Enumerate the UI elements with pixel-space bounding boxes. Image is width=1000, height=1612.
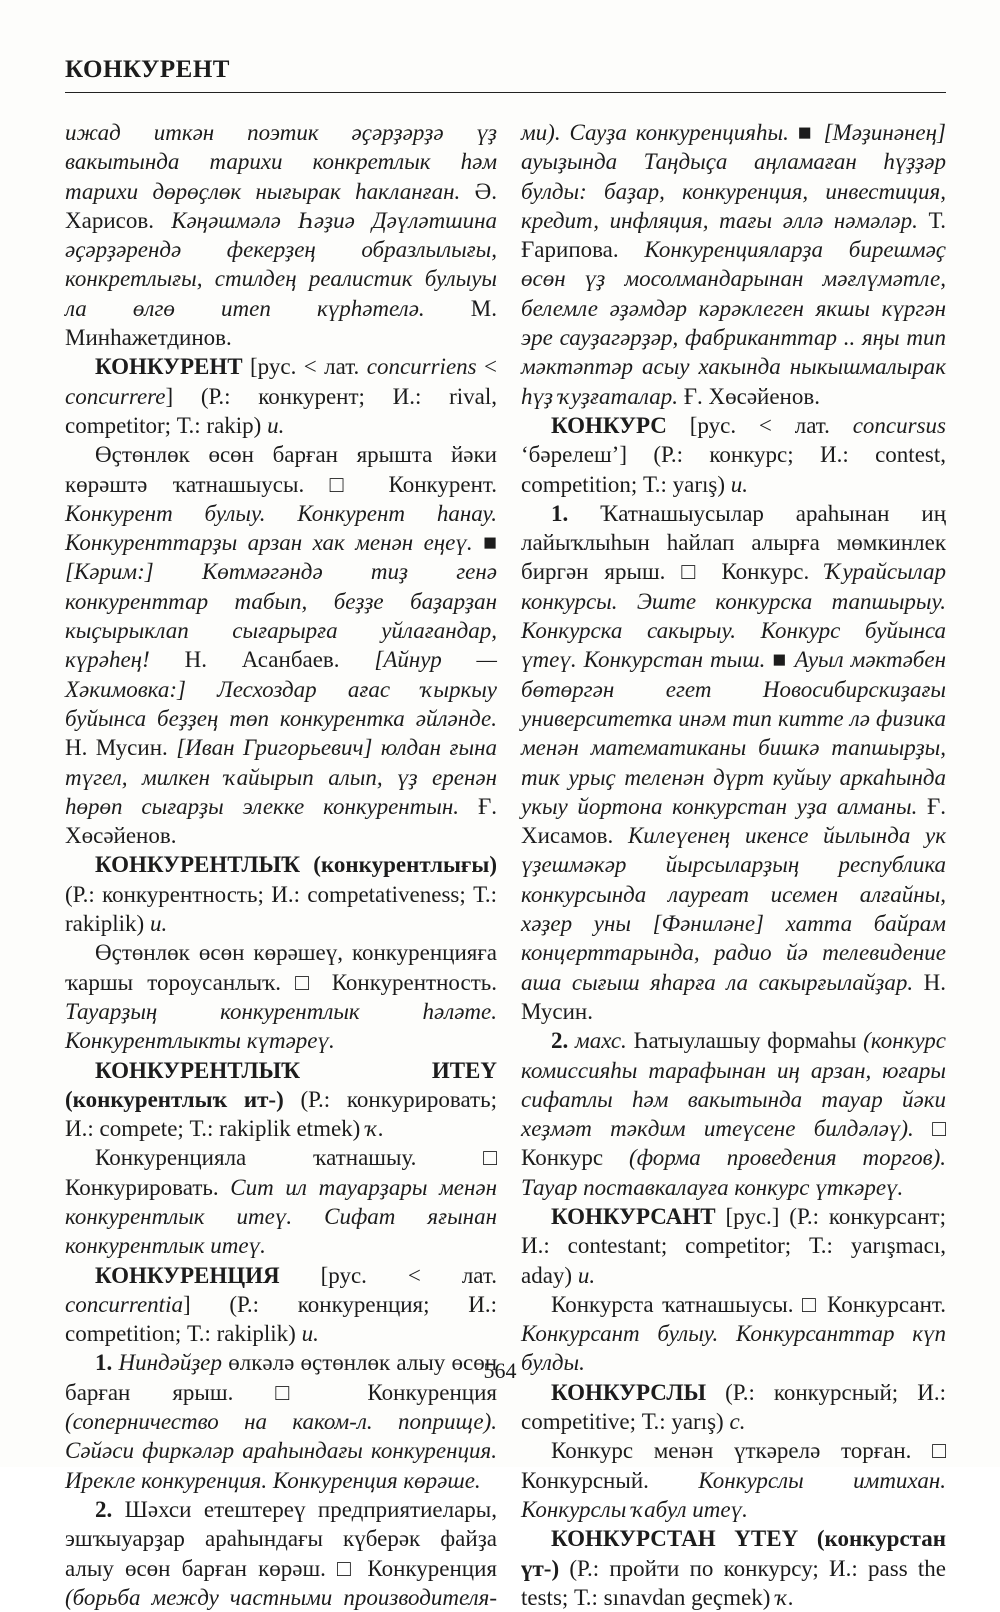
bold-text: 1. (95, 1350, 113, 1376)
italic-text: и. (301, 1321, 319, 1347)
body-text: Өҫтөнлөк өсөн барған ярышта йәки көрәштә ҡатнашыусы. □ Конкурент. (65, 442, 497, 497)
right-column (521, 118, 946, 1612)
entry-paragraph (65, 1261, 497, 1349)
italic-text: Конкурсант булыу. Конкурсанттар күп булды. (521, 1321, 946, 1376)
bold-text: 1. (551, 500, 569, 526)
bold-text: КОНКУРЕНЦИЯ (95, 1262, 280, 1288)
body-text: М. Минһажетдинов. (65, 295, 497, 351)
italic-text: concurriens (366, 354, 477, 380)
italic-text: ижад иткән поэтик әҫәрҙәрҙә үҙ вакытында тарихи конкретлык һәм тарихи дөрөҫлөк нығырак һакланған. (65, 120, 497, 204)
italic-text: [Кәрим:] Көтмәгәндә тиҙ генә конкуренттар табып, беҙҙе баҙарҙан кыҫырыклап сығарырға уйлағандар, күрәһең! (65, 559, 497, 673)
body-text: (Р.: конкурировать; И.: compete; Т.: rakiplik etmek) (65, 1086, 497, 1142)
entry-paragraph (521, 1026, 946, 1202)
body-text: Шәхси етештереү предприятиелары, эшҡыуарҙар араһындағы күберәк файҙа алыу өсөн барған көрәш. □ Конкуренция (65, 1496, 497, 1581)
italic-text: и. (577, 1262, 596, 1288)
body-text: ■ (483, 530, 497, 556)
italic-text: Тауарҙың конкурентлык һәләте. Конкурентлыкты күтәреү. (65, 998, 497, 1054)
body-text: өлкәлә өҫтөнлөк алыу өсөн барған ярыш. □ Конкуренция (65, 1350, 498, 1405)
entry-paragraph (521, 1202, 946, 1290)
italic-text: [Мәҙинәнең] ауыҙында Таңдыҫа аңламаған һүҙҙәр булды: баҙар, конкуренция, инвестиция, кредит, инфляция, тағы әллә нәмәләр. (521, 120, 946, 233)
italic-text: concurrere (65, 383, 166, 409)
entry-paragraph (65, 440, 497, 850)
body-text: Н. Мусин. (65, 735, 177, 761)
body-text: □ Конкурс (521, 1116, 946, 1171)
body-text: [рус.] (Р.: конкурсант; И.: contestant; competitor; Т.: yarışmacı, aday) (521, 1203, 946, 1288)
body-text: Ғ. Хисамов. (521, 793, 946, 849)
body-text: ■ (765, 647, 795, 673)
italic-text: и. (730, 471, 749, 497)
body-text: Өҫтөнлөк өсөн көрәшеү, конкуренцияға ҡаршы тороусанлыҡ. □ Конкурентность. (65, 940, 497, 995)
body-text: Һатыулашыу формаһы (626, 1028, 864, 1054)
bold-text: КОНКУРЕНТ (95, 354, 243, 380)
entry-paragraph (65, 1056, 497, 1144)
bold-text: 2. (95, 1496, 113, 1522)
left-column (65, 118, 497, 1612)
body-text: Ғ. Хөсәйенов. (683, 383, 820, 409)
body-text: ] (Р.: конкурент; И.: rival, competitor; Т.: rakip) (65, 383, 497, 438)
entry-paragraph (521, 1378, 946, 1437)
bold-text: КОНКУРСАНТ (551, 1203, 716, 1229)
body-text: Ғ. Хөсәйенов. (65, 793, 497, 849)
bold-text: 2. (551, 1028, 569, 1054)
italic-text: махс. (568, 1028, 627, 1054)
entry-paragraph (65, 938, 497, 1055)
italic-text: ҡ. (776, 1584, 794, 1610)
bold-text: КОНКУРСТАН ҮТЕҮ (конкурстан үт-) (521, 1526, 946, 1581)
italic-text: ми). Сауҙа конкуренцияһы. (521, 120, 798, 145)
entry-paragraph (521, 1524, 946, 1612)
italic-text: Ауыл мәктәбен бөтөргән егет Новосибирскиҙағы университетка инәм тип китте лә физика менән математиканы бишкә тапшырҙы, тик урыҫ теленән дүрт куйыу аркаһында укыу йортона конкурстан уҙа алманы. (521, 647, 946, 819)
italic-text: Конкурслы имтихан. Конкурслы ҡабул итеү. (521, 1467, 946, 1522)
italic-text: concursus (852, 412, 946, 438)
italic-text: ҡ. (366, 1116, 384, 1142)
entry-paragraph (521, 118, 946, 411)
italic-text: [Айнур — Хәкимовка:] Лесхоздар ағас ҡыркыу буйынса беҙҙең төп конкурентка әйләнде. (65, 647, 497, 731)
body-text: Н. Асанбаев. (184, 647, 375, 673)
body-text: [рус. < лат. (279, 1262, 497, 1288)
body-text: Н. Мусин. (521, 969, 946, 1024)
bold-text: КОНКУРСЛЫ (551, 1379, 707, 1405)
italic-text: Конкурент булыу. Конкурент һанау. Конкуренттарҙы арзан хак менән еңеү. (65, 500, 497, 556)
body-text: (Р.: пройти по конкурсу; И.: pass the tests; Т.: sınavdan geçmek) (521, 1555, 946, 1610)
bold-text: КОНКУРС (551, 412, 667, 438)
italic-text: concurrentia (65, 1291, 183, 1317)
italic-text: Ҡурайсылар конкурсы. Эште конкурска тапшырыу. Конкурска сакырыу. Конкурс буйынса үтеү. Конкурстан тыш. (521, 559, 946, 673)
entry-paragraph (521, 411, 946, 499)
italic-text: Килеүенең икенсе йылында ук үҙешмәкәр йырсыларҙың республика конкурсында лауреат исемен алғайны, хәҙер уны [Фәниләне] хатта байрам концерттарында, радио йә телевидение аша сығыш яһарға ла сакырғылайҙар. (521, 823, 947, 995)
italic-text: [Иван Григорьевич] юлдан ғына түгел, милкен ҡайырып алып, үҙ еренән һөрөп сығарҙы элекке конкурентын. (65, 735, 497, 819)
header-rule (65, 92, 946, 93)
body-text: Ҡатнашыусылар араһынан иң лайыҡлыһын һайлап алырға мөмкинлек биргән ярыш. □ Конкурс. (521, 500, 946, 585)
body-text: Конкуренцияла ҡатнашыу. □ Конкурировать. (65, 1145, 497, 1200)
italic-text: (соперничество на каком-л. поприще). Сәйәси фиркәләр араһындағы конкуренция. Ирекле конкуренция. Конкуренция көрәше. (65, 1409, 497, 1493)
entry-paragraph (521, 499, 946, 1026)
entry-paragraph (521, 1436, 946, 1524)
italic-text: и. (267, 412, 285, 438)
entry-paragraph (65, 1495, 497, 1612)
bold-text: КОНКУРЕНТЛЫҠ (конкурентлығы) (95, 852, 497, 878)
body-text: Ә. Харисов. (65, 178, 497, 233)
entry-paragraph (65, 1143, 497, 1260)
italic-text: Сит ил тауарҙары менән конкурентлык итеү. Сифат яғынан конкурентлык итеү. (65, 1174, 497, 1259)
italic-text: и. (149, 911, 168, 937)
body-text: < (476, 354, 497, 380)
body-text: ‘бәрелеш’] (Р.: конкурс; И.: contest, competition; Т.: yarış) (521, 442, 946, 497)
bold-text: КОНКУРЕНТЛЫҠ ИТЕҮ (конкурентлыҡ ит-) (65, 1057, 497, 1112)
page-number: 564 (483, 1358, 517, 1383)
italic-text: (борьба между частными производителя- (65, 1584, 497, 1610)
italic-text: (конкурс комиссияһы тарафынан иң арзан, юғары сифатлы һәм вакытында тауар йәки хеҙмәт тәкдим итеүсене билдәләү). (521, 1028, 946, 1142)
body-text: ■ (797, 120, 824, 145)
body-text: (Р.: конкурсный; И.: competitive; Т.: yarış) (521, 1379, 946, 1435)
italic-text: Конкуренцияларҙа бирешмәҫ өсөн үҙ мосолмандарынан мәғлүмәтле, белемле әҙәмдәр кәрәклеген якшы күргән эре сауҙагәрҙәр, фабриканттар .. яңы тип мәктәптәр асыу хакында ныкышмалырак һүҙ ҡуҙғаталар. (521, 237, 946, 409)
italic-text: Кәңәшмәлә Һәҙиә Дәүләтшина әҫәрҙәрендә фекерҙең образлылығы, конкретлығы, стилдең реалистик булыуы ла өлгө итеп күрһәтелә. (65, 207, 497, 321)
italic-text: с. (729, 1409, 746, 1435)
body-text: [рус. < лат. (666, 412, 853, 438)
running-header: КОНКУРЕНТ (65, 56, 230, 83)
entry-paragraph (65, 118, 497, 352)
body-text: Конкурста ҡатнашыусы. □ Конкурсант. (551, 1291, 946, 1317)
italic-text: (форма проведения торгов). Тауар поставкалауға конкурс үткәреү. (521, 1145, 946, 1200)
body-text: (Р.: конкурентность; И.: competativeness; Т.: rakiplik) (65, 881, 497, 937)
body-text: ] (Р.: конкуренция; И.: competition; Т.: rakiplik) (65, 1291, 497, 1347)
body-text: Конкурс менән үткәрелә торған. □ Конкурсный. (521, 1438, 946, 1493)
italic-text: Ниндәйҙер (118, 1350, 223, 1376)
entry-paragraph (65, 352, 497, 440)
body-text: Т. Ғарипова. (521, 207, 946, 263)
entry-paragraph (65, 850, 497, 938)
body-text: [рус. < лат. (242, 354, 367, 380)
